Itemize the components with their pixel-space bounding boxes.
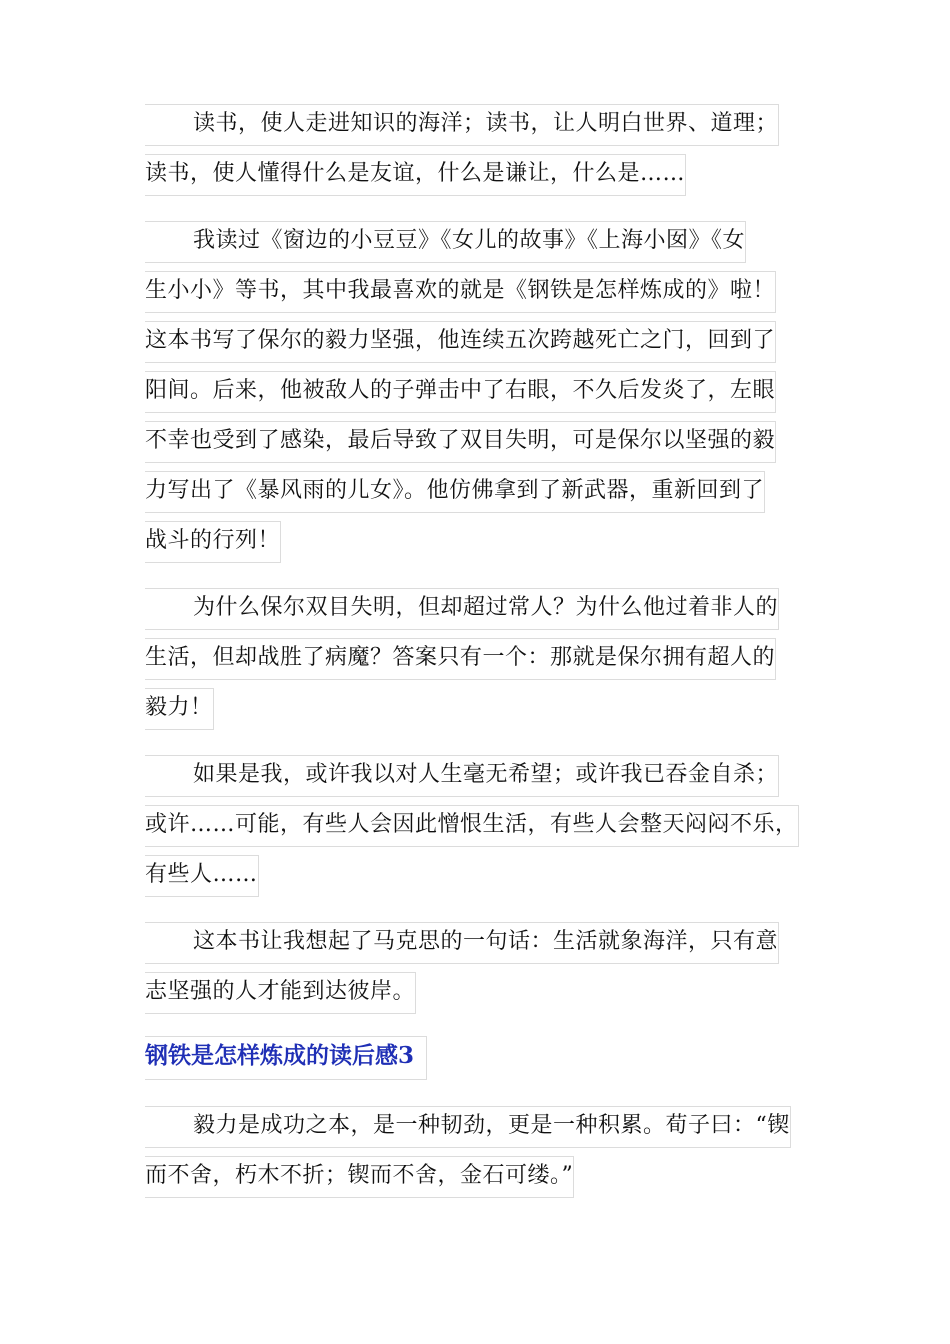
heading-text: 钢铁是怎样炼成的读后感3 [145,1036,427,1080]
line-text: 读书，使人懂得什么是友谊，什么是谦让，什么是…… [145,154,686,196]
paragraph-5 [145,922,820,1022]
line-text: 这本书让我想起了马克思的一句话：生活就象海洋，只有意 [145,922,779,964]
line-text: 毅力是成功之本，是一种韧劲，更是一种积累。荀子曰：“锲 [145,1106,791,1148]
paragraph-line [145,271,820,321]
line-text: 志坚强的人才能到达彼岸。 [145,972,416,1014]
paragraph-line [145,755,820,805]
paragraph-line [145,154,820,204]
paragraph-line [145,321,820,371]
line-text: 战斗的行列！ [145,521,281,563]
paragraph-line [145,371,820,421]
paragraph-3 [145,588,820,738]
paragraph-line [145,805,820,855]
line-text: 我读过《窗边的小豆豆》《女儿的故事》《上海小囡》《女 [145,221,746,263]
paragraph-line [145,1106,820,1156]
paragraph-line [145,521,820,571]
line-text: 毅力！ [145,688,214,730]
paragraph-line [145,221,820,271]
paragraph-line [145,922,820,972]
paragraph-line [145,1156,820,1206]
section-heading [145,1036,427,1080]
line-text: 这本书写了保尔的毅力坚强，他连续五次跨越死亡之门，回到了 [145,321,776,363]
line-text: 阳间。后来，他被敌人的子弹击中了右眼，不久后发炎了，左眼 [145,371,776,413]
paragraph-line [145,688,820,738]
paragraph-line [145,638,820,688]
paragraph-line [145,855,820,905]
paragraph-1 [145,104,820,204]
line-text: 而不舍，朽木不折；锲而不舍，金石可缕。” [145,1156,574,1198]
paragraph-line [145,421,820,471]
paragraph-2 [145,221,820,571]
line-text: 读书，使人走进知识的海洋；读书，让人明白世界、道理； [145,104,779,146]
paragraph-line [145,588,820,638]
paragraph-line [145,471,820,521]
line-text: 如果是我，或许我以对人生毫无希望；或许我已吞金自杀； [145,755,779,797]
paragraph-6 [145,1106,820,1206]
paragraph-4 [145,755,820,905]
paragraph-line [145,104,820,154]
line-text: 有些人…… [145,855,259,897]
line-text: 或许……可能，有些人会因此憎恨生活，有些人会整天闷闷不乐， [145,805,799,847]
line-text: 生小小》等书，其中我最喜欢的就是《钢铁是怎样炼成的》啦！ [145,271,776,313]
line-text: 为什么保尔双目失明，但却超过常人？为什么他过着非人的 [145,588,779,630]
line-text: 不幸也受到了感染，最后导致了双目失明，可是保尔以坚强的毅 [145,421,776,463]
line-text: 生活，但却战胜了病魔？答案只有一个：那就是保尔拥有超人的 [145,638,776,680]
line-text: 力写出了《暴风雨的儿女》。他仿佛拿到了新武器，重新回到了 [145,471,765,513]
paragraph-line [145,972,820,1022]
